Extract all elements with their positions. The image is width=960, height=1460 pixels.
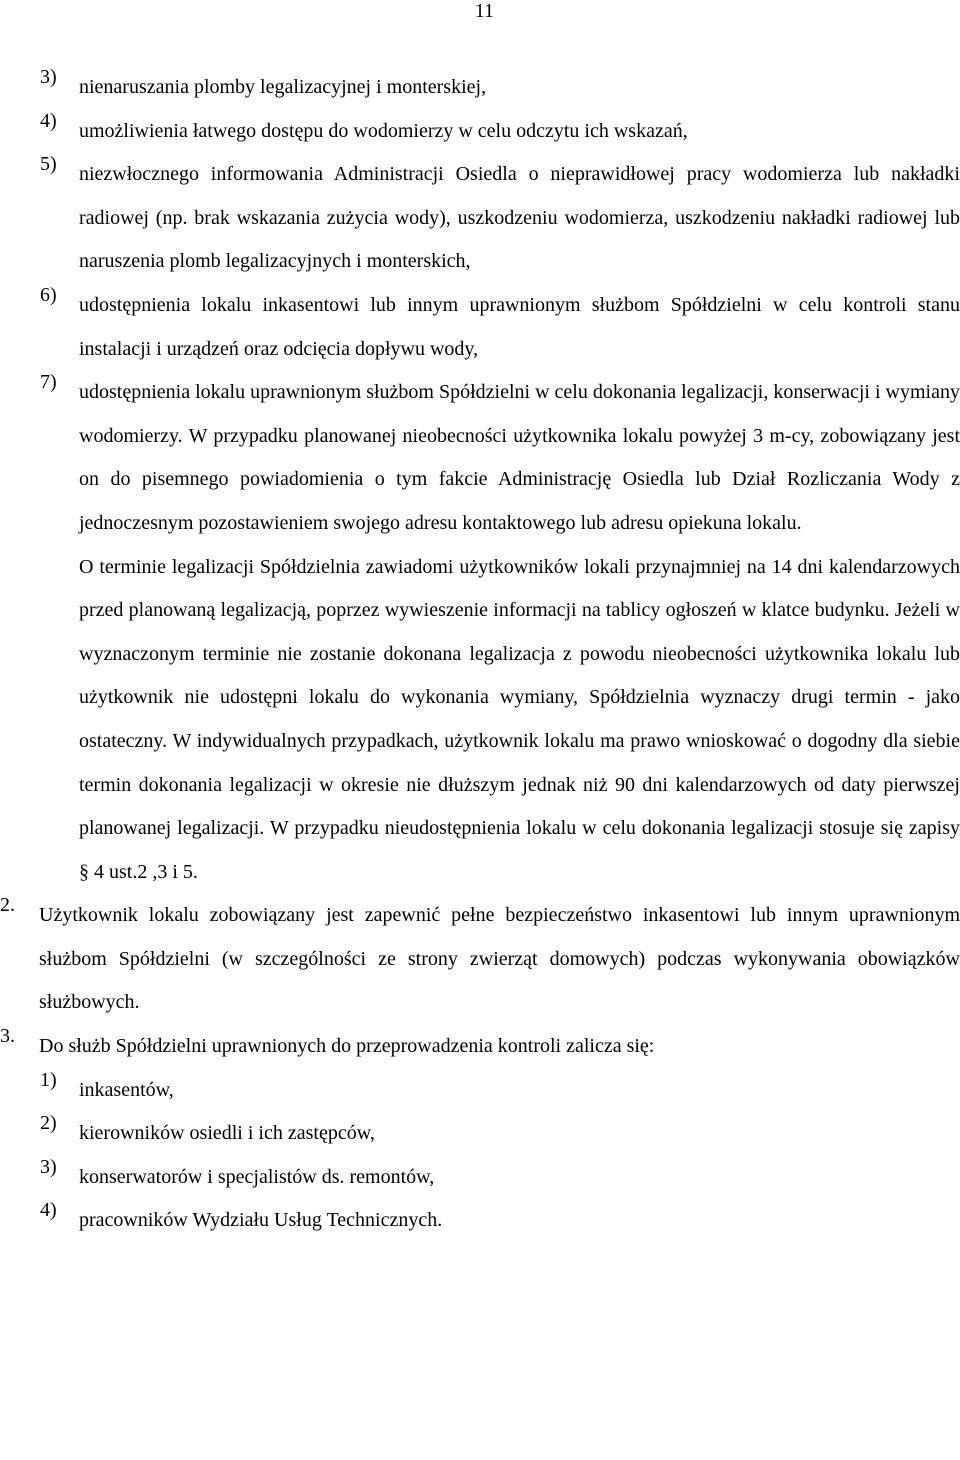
list-item [40, 1156, 960, 1200]
continuation-paragraph: O terminie legalizacji Spółdzielnia zawiadomi użytkowników lokali przynajmniej na 14 dni kalendarzowych przed planowaną legalizacją, poprzez wywieszenie informacji na tablicy ogłoszeń w klatce budynku. Jeżeli w wyznaczonym terminie nie zostanie dokonana legalizacja z powodu nieobecności użytkownika lokalu lub użytkownik nie udostępni lokalu do wykonania wymiany, Spółdzielnia wyznaczy drugi termin - jako ostateczny. W indywidualnych przypadkach, użytkownik lokalu ma prawo wnioskować o dogodny dla siebie termin dokonania legalizacji w okresie nie dłuższym jednak niż 90 dni kalendarzowych od daty pierwszej planowanej legalizacji. W przypadku nieudostępnienia lokalu w celu dokonania legalizacji stosuje się zapisy § 4 ust.2 ,3 i 5. [79, 555, 960, 883]
list-item [40, 1112, 960, 1156]
main-list-item-text: Użytkownik lokalu zobowiązany jest zapewnić pełne bezpieczeństwo inkasentowi lub innym uprawnionym służbom Spółdzielni (w szczególności ze strony zwierząt domowych) podczas wykonywania obowiązków służbowych. [39, 904, 960, 1014]
main-list-item [0, 894, 960, 1025]
list-item-text: konserwatorów i specjalistów ds. remontów, [79, 1165, 435, 1188]
page-number: 11 [474, 0, 494, 22]
list-item-text: nienaruszania plomby legalizacyjnej i monterskiej, [79, 76, 487, 98]
list-item-number: 7) [40, 371, 57, 394]
list-item-text: umożliwienia łatwego dostępu do wodomierzy w celu odczytu ich wskazań, [79, 119, 688, 142]
list-item [40, 1199, 960, 1243]
list-item-number: 3) [40, 66, 57, 88]
list-item-text: kierowników osiedli i ich zastępców, [79, 1122, 375, 1145]
list-item-text: pracowników Wydziału Usług Technicznych. [79, 1209, 443, 1232]
list-item-number: 5) [40, 153, 57, 176]
list-item-number: 3) [40, 1155, 57, 1178]
main-list-item-number: 2. [0, 894, 15, 917]
list-item-number: 4) [40, 1199, 57, 1222]
main-list-item-text: Do służb Spółdzielni uprawnionych do przeprowadzenia kontroli zalicza się: [39, 1035, 655, 1058]
list-item-number: 2) [40, 1112, 57, 1135]
main-list-item [0, 1025, 960, 1069]
list-item-text: udostępnienia lokalu inkasentowi lub innym uprawnionym służbom Spółdzielni w celu kontroli stanu instalacji i urządzeń oraz odcięcia dopływu wody, [79, 293, 960, 360]
list-item [40, 284, 960, 371]
list-item-text: inkasentów, [79, 1078, 174, 1101]
list-item [40, 1069, 960, 1113]
list-item-number: 1) [40, 1068, 57, 1091]
list-item-number: 6) [40, 283, 57, 306]
list-item [40, 110, 960, 154]
main-list-item-number: 3. [0, 1025, 15, 1048]
list-item-number: 4) [40, 109, 57, 132]
list-item-text: niezwłocznego informowania Administracji Osiedla o nieprawidłowej pracy wodomierza lub nakładki radiowej (np. brak wskazania zużycia wody), uszkodzeniu wodomierza, uszkodzeniu nakładki radiowej lub naruszenia plomb legalizacyjnych i monterskich, [79, 163, 960, 273]
list-item [40, 66, 960, 110]
document-body [0, 66, 960, 1243]
list-item [40, 371, 960, 545]
list-item-text: udostępnienia lokalu uprawnionym służbom Spółdzielni w celu dokonania legalizacji, konserwacji i wymiany wodomierzy. W przypadku planowanej nieobecności użytkownika lokalu powyżej 3 m-cy, zobowiązany jest on do pisemnego powiadomienia o tym fakcie Administrację Osiedla lub Dział Rozliczania Wody z jednoczesnym pozostawieniem swojego adresu kontaktowego lub adresu opiekuna lokalu. [79, 381, 960, 534]
list-item [40, 153, 960, 284]
